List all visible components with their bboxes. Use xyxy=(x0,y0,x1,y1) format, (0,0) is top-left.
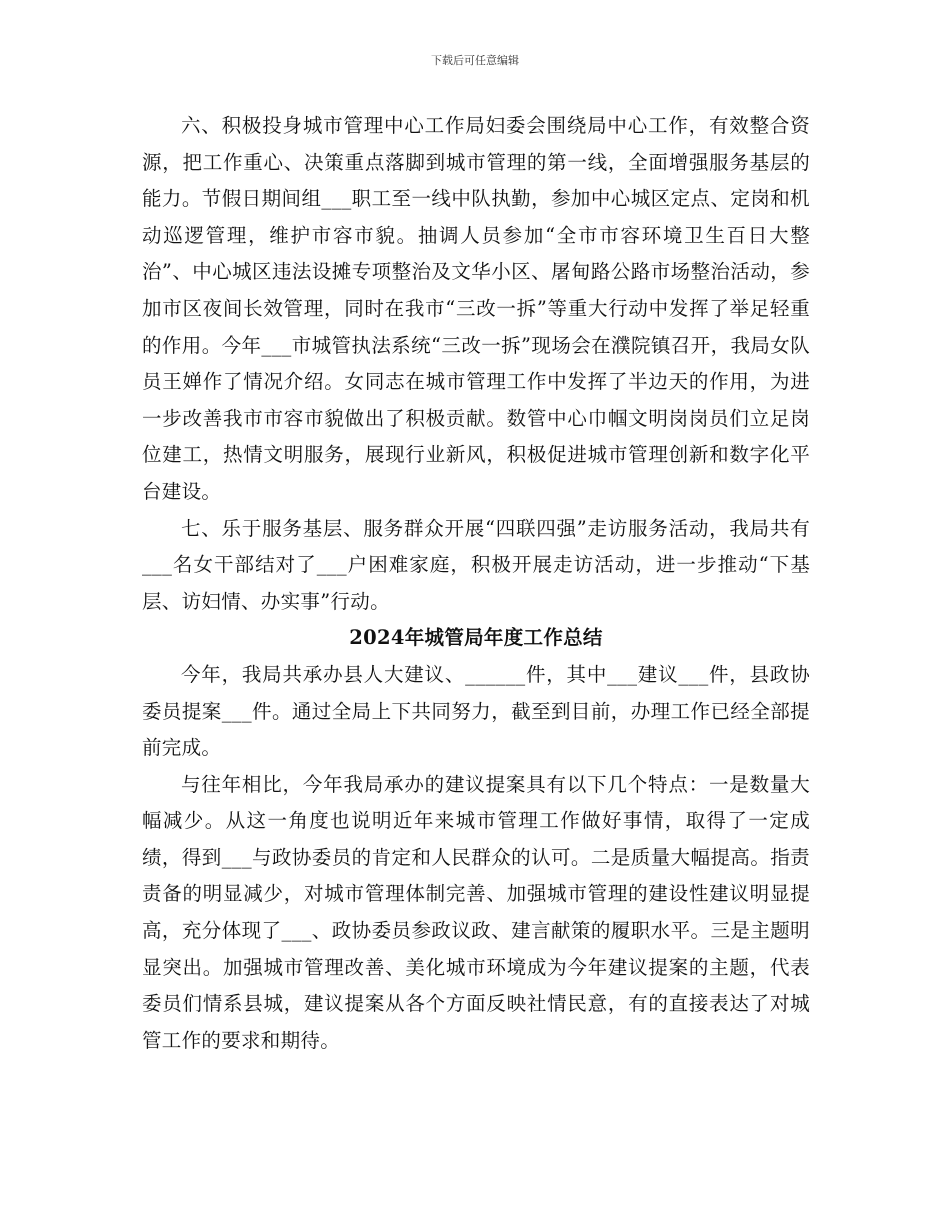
header-note: 下载后可任意编辑 xyxy=(431,54,519,67)
paragraph-seven: 七、乐于服务基层、服务群众开展“四联四强”走访服务活动，我局共有___名女干部结对了___户困难家庭，积极开展走访活动，进一步推动“下基层、访妇情、办实事”行动。 xyxy=(142,516,810,613)
summary-paragraph-1: 今年，我局共承办县人大建议、______件，其中___建议___件，县政协委员提案___件。通过全局上下共同努力，截至到目前，办理工作已经全部提前完成。 xyxy=(142,662,810,760)
document-body xyxy=(142,108,810,1059)
paragraph-six: 六、积极投身城市管理中心工作局妇委会围绕局中心工作，有效整合资源，把工作重心、决策重点落脚到城市管理的第一线，全面增强服务基层的能力。节假日期间组___职工至一线中队执勤，参加中心城区定点、定岗和机动巡逻管理，维护市容市貌。抽调人员参加“全市市容环境卫生百日大整治”、中心城区违法设摊专项整治及文华小区、屠甸路公路市场整治活动，参加市区夜间长效管理，同时在我市“三改一拆”等重大行动中发挥了举足轻重的作用。今年___市城管执法系统“三改一拆”现场会在濮院镇召开，我局女队员王婵作了情况介绍。女同志在城市管理工作中发挥了半边天的作用，为进一步改善我市市容市貌做出了积极贡献。数管中心巾帼文明岗岗员们立足岗位建工，热情文明服务，展现行业新风，积极促进城市管理创新和数字化平台建设。 xyxy=(142,114,810,503)
summary-paragraph-2: 与往年相比，今年我局承办的建议提案具有以下几个特点：一是数量大幅减少。从这一角度也说明近年来城市管理工作做好事情，取得了一定成绩，得到___与政协委员的肯定和人民群众的认可。二是质量大幅提高。指责责备的明显减少，对城市管理体制完善、加强城市管理的建设性建议明显提高，充分体现了___、政协委员参政议政、建言献策的履职水平。三是主题明显突出。加强城市管理改善、美化城市环境成为今年建议提案的主题，代表委员们情系县城，建议提案从各个方面反映社情民意，有的直接表达了对城管工作的要求和期待。 xyxy=(142,772,810,1052)
section-title: 2024年城管局年度工作总结 xyxy=(349,626,603,650)
